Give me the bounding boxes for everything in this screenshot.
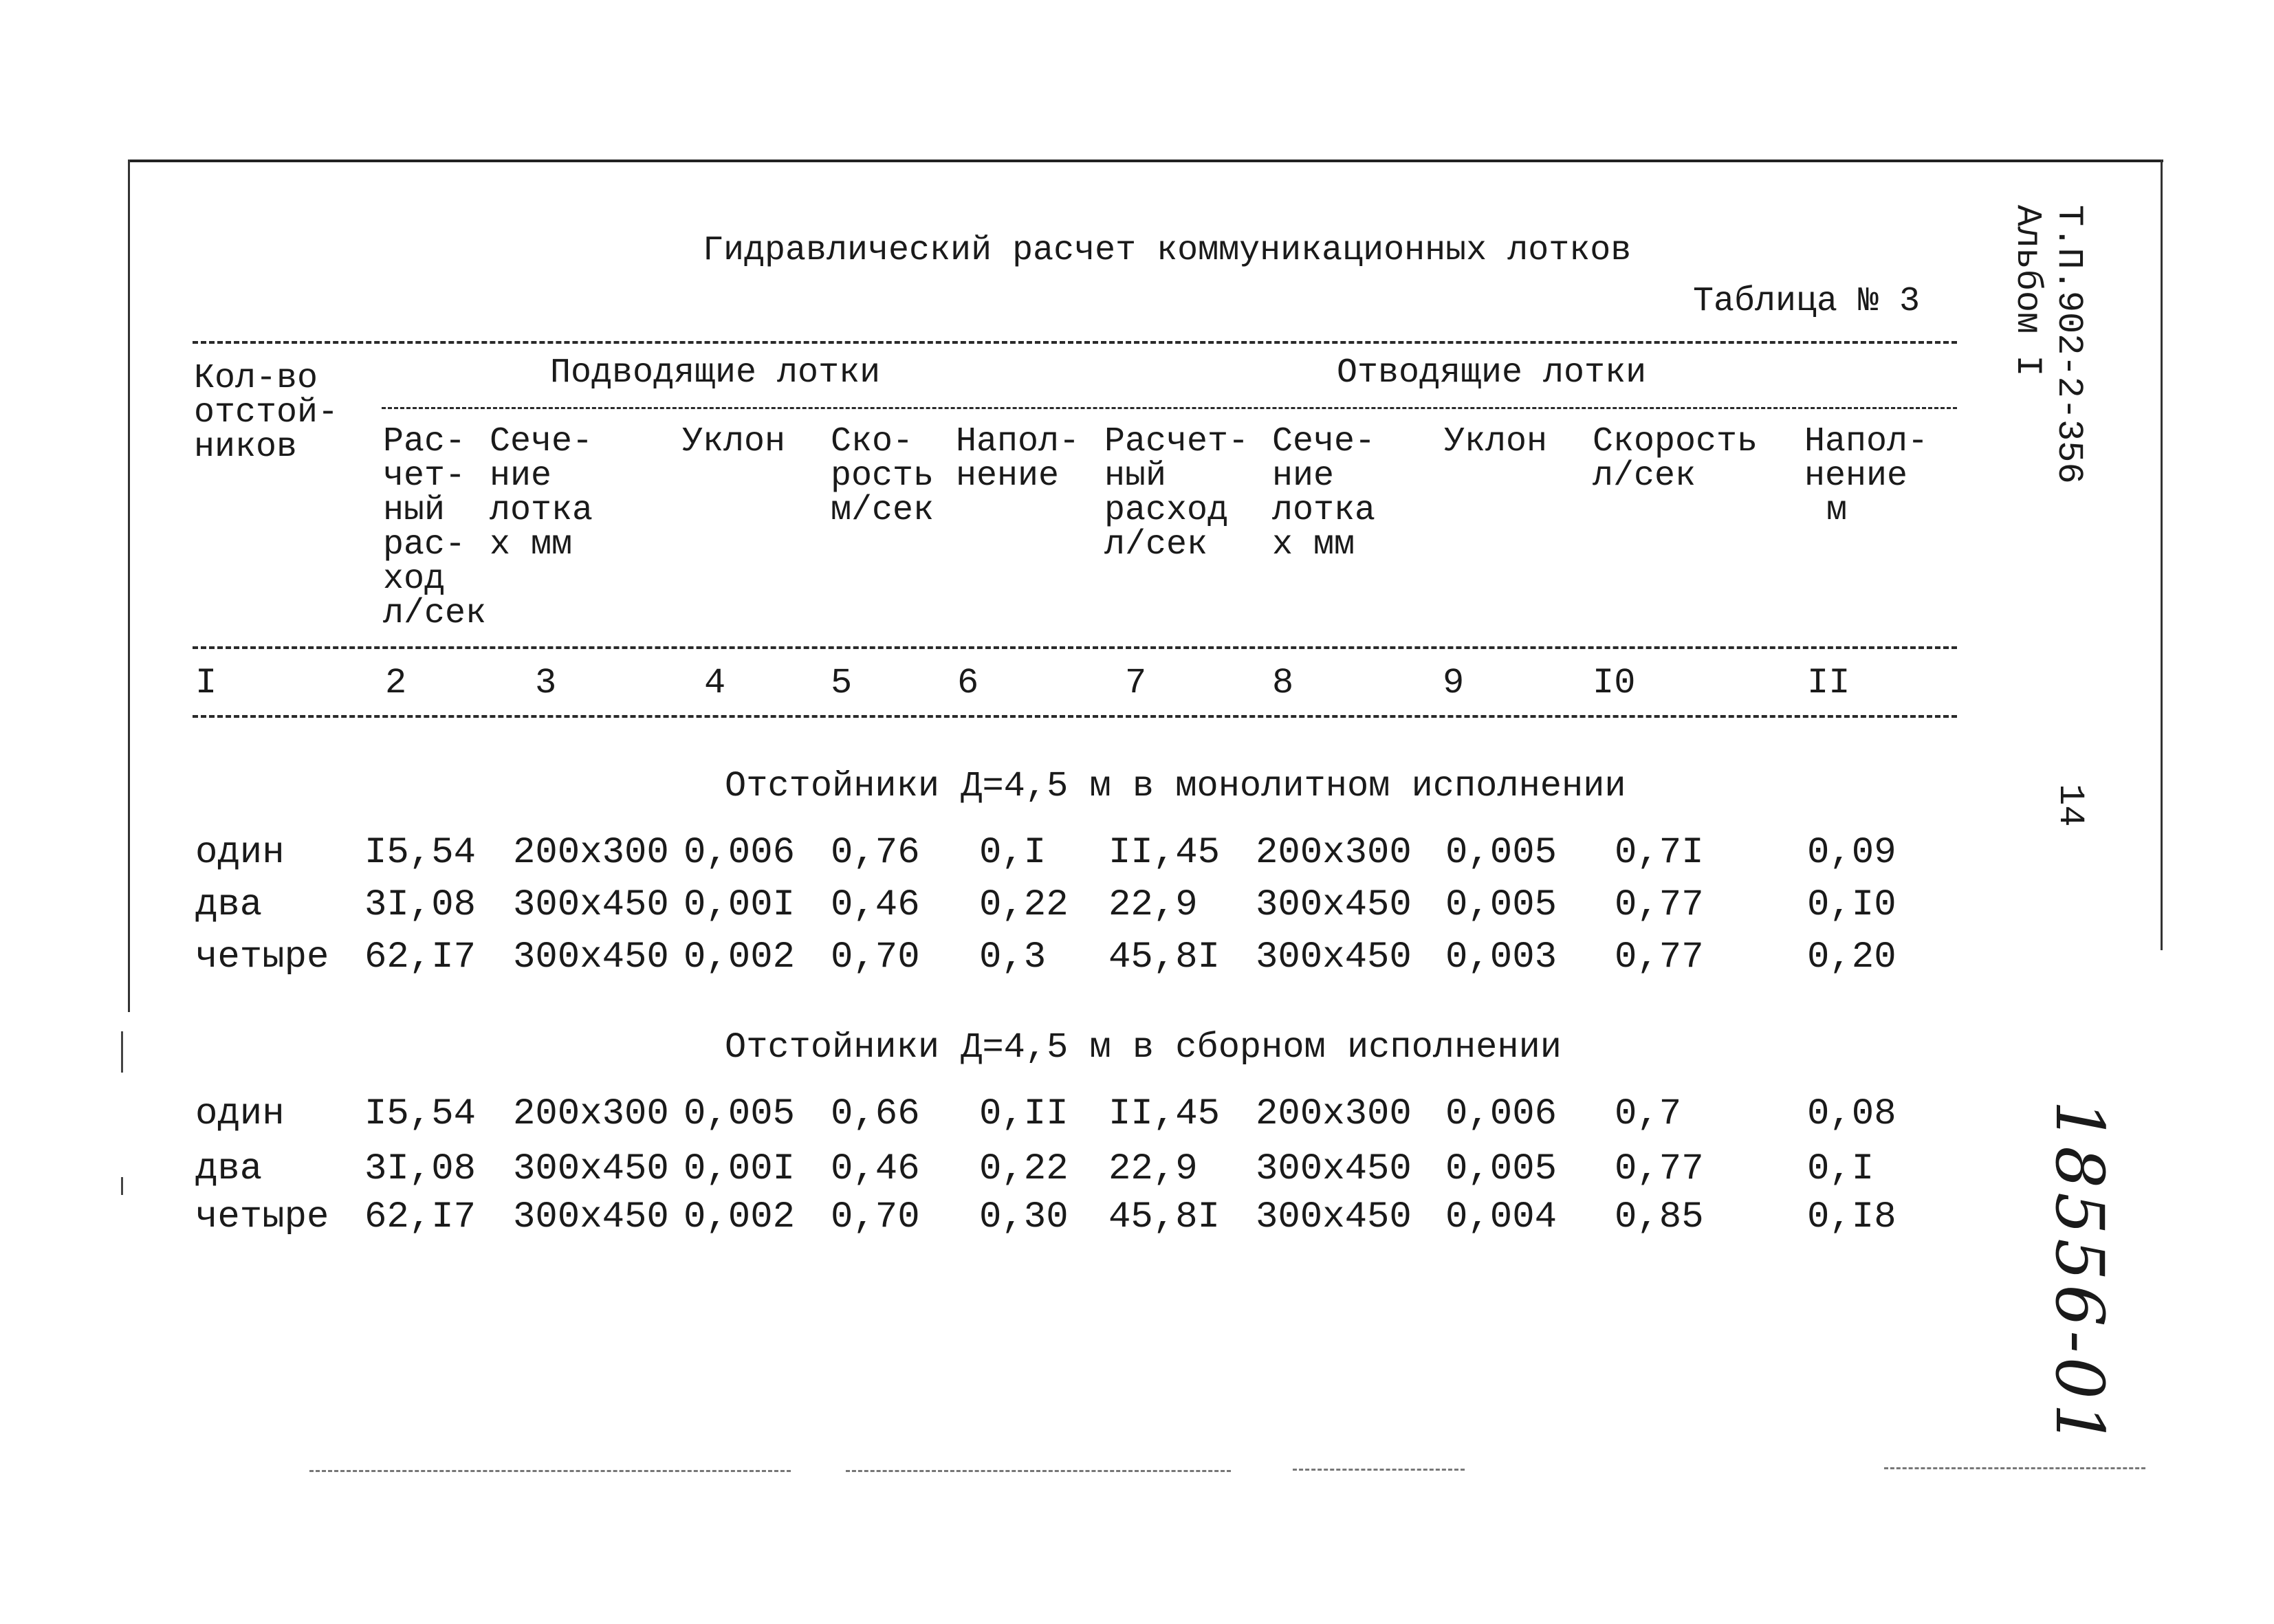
section-title: Отстойники Д=4,5 м в сборном исполнении <box>725 1027 1562 1068</box>
cell-in-filling: 0,II <box>979 1093 1069 1135</box>
document-title: Гидравлический расчет коммуникационных лотков <box>703 231 1632 270</box>
cell-in-slope: 0,005 <box>684 1093 796 1135</box>
header-line: Рас- <box>383 422 466 461</box>
cell-out-slope: 0,003 <box>1445 936 1557 978</box>
header-line: Скорость <box>1593 422 1758 461</box>
cell-out-flow: 45,8I <box>1108 936 1221 978</box>
header-group-outgoing: Отводящие лотки <box>1337 353 1647 393</box>
cell-in-filling: 0,30 <box>979 1196 1069 1238</box>
header-line: чет- <box>383 457 466 496</box>
cell-in-filling: 0,3 <box>979 936 1047 978</box>
cell-out-velocity: 0,7I <box>1615 832 1704 874</box>
header-col1 <box>194 359 339 467</box>
header-line: Расчет- <box>1104 422 1249 461</box>
header-col1-line: Кол-во <box>194 359 318 398</box>
column-numbers-top-rule <box>193 646 1957 649</box>
scan-artifact-mark <box>121 1177 123 1195</box>
header-line: ный <box>1104 457 1167 496</box>
cell-out-velocity: 0,77 <box>1615 1148 1704 1190</box>
cell-in-velocity: 0,66 <box>831 1093 920 1135</box>
cell-out-slope: 0,006 <box>1445 1093 1557 1135</box>
cell-out-velocity: 0,77 <box>1615 884 1704 926</box>
header-line: ние <box>1272 457 1335 496</box>
cell-in-section: 300х450 <box>513 884 669 926</box>
side-album: Альбом I <box>2007 205 2048 377</box>
cell-count: два <box>195 884 263 926</box>
cell-in-flow: 62,I7 <box>364 936 477 978</box>
cell-in-slope: 0,00I <box>684 884 796 926</box>
frame-top-border <box>128 160 2163 162</box>
header-col1-line: ников <box>194 428 298 467</box>
cell-out-flow: 22,9 <box>1108 1148 1198 1190</box>
column-number: 3 <box>535 663 557 703</box>
cell-out-filling: 0,I8 <box>1807 1196 1896 1238</box>
cell-out-section: 300х450 <box>1256 1148 1412 1190</box>
header-line: х мм <box>490 525 573 564</box>
header-line: ный <box>383 491 446 530</box>
cell-out-section: 200х300 <box>1256 1093 1412 1135</box>
column-number: 6 <box>957 663 979 703</box>
cell-out-filling: 0,I0 <box>1807 884 1896 926</box>
group-header-rule <box>382 407 1957 409</box>
header-line: нение <box>956 457 1060 496</box>
column-number: I0 <box>1593 663 1636 703</box>
header-line: м <box>1826 491 1848 530</box>
header-line: рас- <box>383 525 466 564</box>
cell-in-section: 300х450 <box>513 1196 669 1238</box>
cell-out-section: 300х450 <box>1256 936 1412 978</box>
cell-out-filling: 0,20 <box>1807 936 1896 978</box>
cell-out-flow: II,45 <box>1108 1093 1221 1135</box>
header-line: Сече- <box>1272 422 1376 461</box>
header-line: лотка <box>1272 491 1376 530</box>
header-line: ход <box>383 560 446 599</box>
cell-in-filling: 0,22 <box>979 884 1069 926</box>
cell-in-filling: 0,I <box>979 832 1047 874</box>
cell-in-flow: 3I,08 <box>364 884 477 926</box>
column-number: 9 <box>1443 663 1465 703</box>
cell-in-section: 300х450 <box>513 936 669 978</box>
cell-in-section: 200х300 <box>513 832 669 874</box>
header-line: нение <box>1804 457 1908 496</box>
header-out-flow <box>1104 422 1249 564</box>
column-number: II <box>1807 663 1850 703</box>
header-in-velocity <box>831 422 934 530</box>
column-number: 4 <box>704 663 726 703</box>
header-line: л/сек <box>383 594 487 633</box>
column-number: I <box>195 663 217 703</box>
header-line: рость <box>831 457 934 496</box>
header-line: лотка <box>490 491 593 530</box>
cell-count: один <box>195 1093 285 1135</box>
header-in-section <box>490 422 593 564</box>
scan-artifact-line <box>846 1470 1231 1472</box>
scan-artifact-line <box>309 1470 791 1472</box>
cell-in-filling: 0,22 <box>979 1148 1069 1190</box>
header-in-slope <box>682 422 786 461</box>
section-title: Отстойники Д=4,5 м в монолитном исполнении <box>725 766 1626 806</box>
column-number: 7 <box>1125 663 1147 703</box>
cell-in-slope: 0,002 <box>684 1196 796 1238</box>
header-line: Сече- <box>490 422 593 461</box>
cell-in-flow: 3I,08 <box>364 1148 477 1190</box>
page-number: 14 <box>2050 784 2090 827</box>
column-number: 5 <box>831 663 853 703</box>
cell-out-slope: 0,005 <box>1445 1148 1557 1190</box>
header-line: л/сек <box>1593 457 1696 496</box>
cell-out-velocity: 0,85 <box>1615 1196 1704 1238</box>
header-in-filling <box>956 422 1080 496</box>
cell-out-slope: 0,004 <box>1445 1196 1557 1238</box>
scan-artifact-line <box>1884 1467 2145 1469</box>
side-code: Т.П.902-2-356 <box>2048 205 2089 484</box>
column-number: 8 <box>1272 663 1294 703</box>
handwritten-inventory-number: 18556-01 <box>2041 1100 2118 1449</box>
scan-artifact-line <box>1293 1469 1465 1471</box>
frame-left-border <box>128 160 130 1012</box>
header-group-incoming: Подводящие лотки <box>550 353 881 393</box>
cell-out-filling: 0,I <box>1807 1148 1874 1190</box>
frame-right-border <box>2161 160 2163 950</box>
header-line: л/сек <box>1104 525 1208 564</box>
scan-artifact-mark <box>121 1031 123 1073</box>
header-col1-line: отстой- <box>194 393 339 432</box>
cell-out-flow: 45,8I <box>1108 1196 1221 1238</box>
cell-in-slope: 0,002 <box>684 936 796 978</box>
header-line: х мм <box>1272 525 1355 564</box>
cell-in-flow: I5,54 <box>364 832 477 874</box>
table-label: Таблица № 3 <box>1693 282 1921 321</box>
header-line: расход <box>1104 491 1229 530</box>
cell-count: один <box>195 832 285 874</box>
header-out-velocity <box>1593 422 1758 496</box>
cell-out-filling: 0,08 <box>1807 1093 1896 1135</box>
header-line: Напол- <box>956 422 1080 461</box>
cell-out-section: 300х450 <box>1256 884 1412 926</box>
cell-out-filling: 0,09 <box>1807 832 1896 874</box>
header-line: Уклон <box>682 422 786 461</box>
cell-out-slope: 0,005 <box>1445 884 1557 926</box>
header-out-filling <box>1804 422 1929 530</box>
table-top-rule <box>193 341 1957 344</box>
cell-out-section: 200х300 <box>1256 832 1412 874</box>
cell-out-flow: 22,9 <box>1108 884 1198 926</box>
header-line: м/сек <box>831 491 934 530</box>
cell-in-slope: 0,00I <box>684 1148 796 1190</box>
header-in-flow <box>383 422 487 633</box>
cell-count: четыре <box>195 1196 329 1238</box>
cell-in-flow: I5,54 <box>364 1093 477 1135</box>
cell-in-section: 300х450 <box>513 1148 669 1190</box>
cell-out-velocity: 0,7 <box>1615 1093 1682 1135</box>
cell-count: четыре <box>195 936 329 978</box>
cell-out-velocity: 0,77 <box>1615 936 1704 978</box>
header-line: Ско- <box>831 422 914 461</box>
column-number: 2 <box>385 663 407 703</box>
cell-in-section: 200х300 <box>513 1093 669 1135</box>
cell-in-velocity: 0,70 <box>831 936 920 978</box>
column-numbers-bottom-rule <box>193 715 1957 718</box>
header-out-section <box>1272 422 1376 564</box>
header-line: Уклон <box>1444 422 1548 461</box>
header-line: ние <box>490 457 552 496</box>
cell-in-flow: 62,I7 <box>364 1196 477 1238</box>
cell-count: два <box>195 1148 263 1190</box>
cell-out-flow: II,45 <box>1108 832 1221 874</box>
header-out-slope <box>1444 422 1548 461</box>
cell-out-slope: 0,005 <box>1445 832 1557 874</box>
cell-in-velocity: 0,46 <box>831 884 920 926</box>
cell-in-velocity: 0,76 <box>831 832 920 874</box>
header-line: Напол- <box>1804 422 1929 461</box>
cell-in-slope: 0,006 <box>684 832 796 874</box>
cell-out-section: 300х450 <box>1256 1196 1412 1238</box>
cell-in-velocity: 0,46 <box>831 1148 920 1190</box>
cell-in-velocity: 0,70 <box>831 1196 920 1238</box>
